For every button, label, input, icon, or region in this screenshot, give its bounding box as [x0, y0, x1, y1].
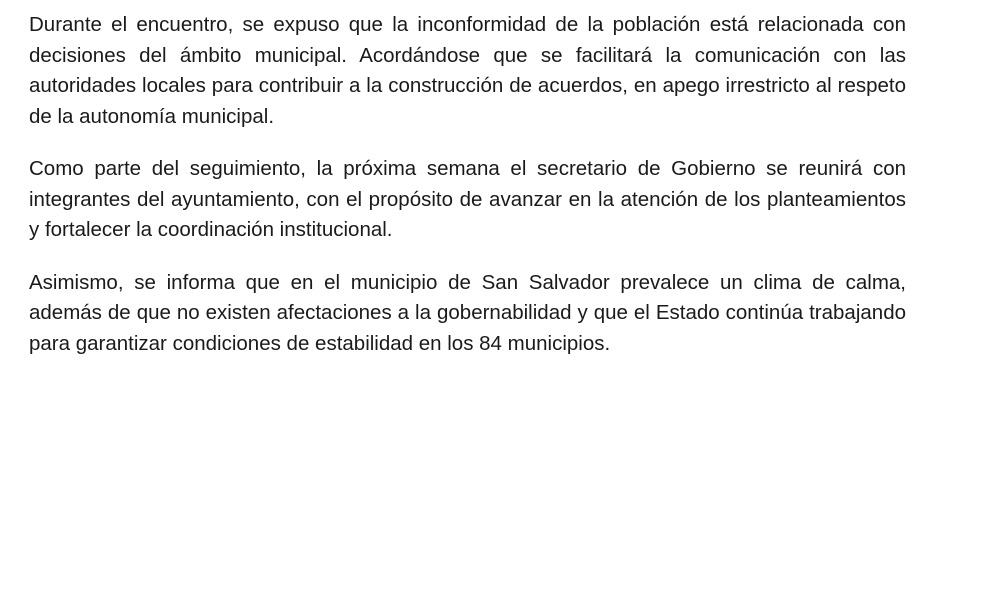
document-body [29, 10, 906, 381]
paragraph-1: Durante el encuentro, se expuso que la inconformidad de la población está relacionada con decisiones del ámbito municipal. Acordándose que se facilitará la comunicación con las autoridades locales para contribuir a la construcción de acuerdos, en apego irrestricto al respeto de la autonomía municipal. [29, 13, 906, 128]
paragraph-2: Como parte del seguimiento, la próxima semana el secretario de Gobierno se reunirá con integrantes del ayuntamiento, con el propósito de avanzar en la atención de los planteamientos y fortalecer la coordinación institucional. [29, 157, 906, 241]
paragraph-3: Asimismo, se informa que en el municipio de San Salvador prevalece un clima de calma, además de que no existen afectaciones a la gobernabilidad y que el Estado continúa trabajando para garantizar condiciones de estabilidad en los 84 municipios. [29, 270, 906, 355]
